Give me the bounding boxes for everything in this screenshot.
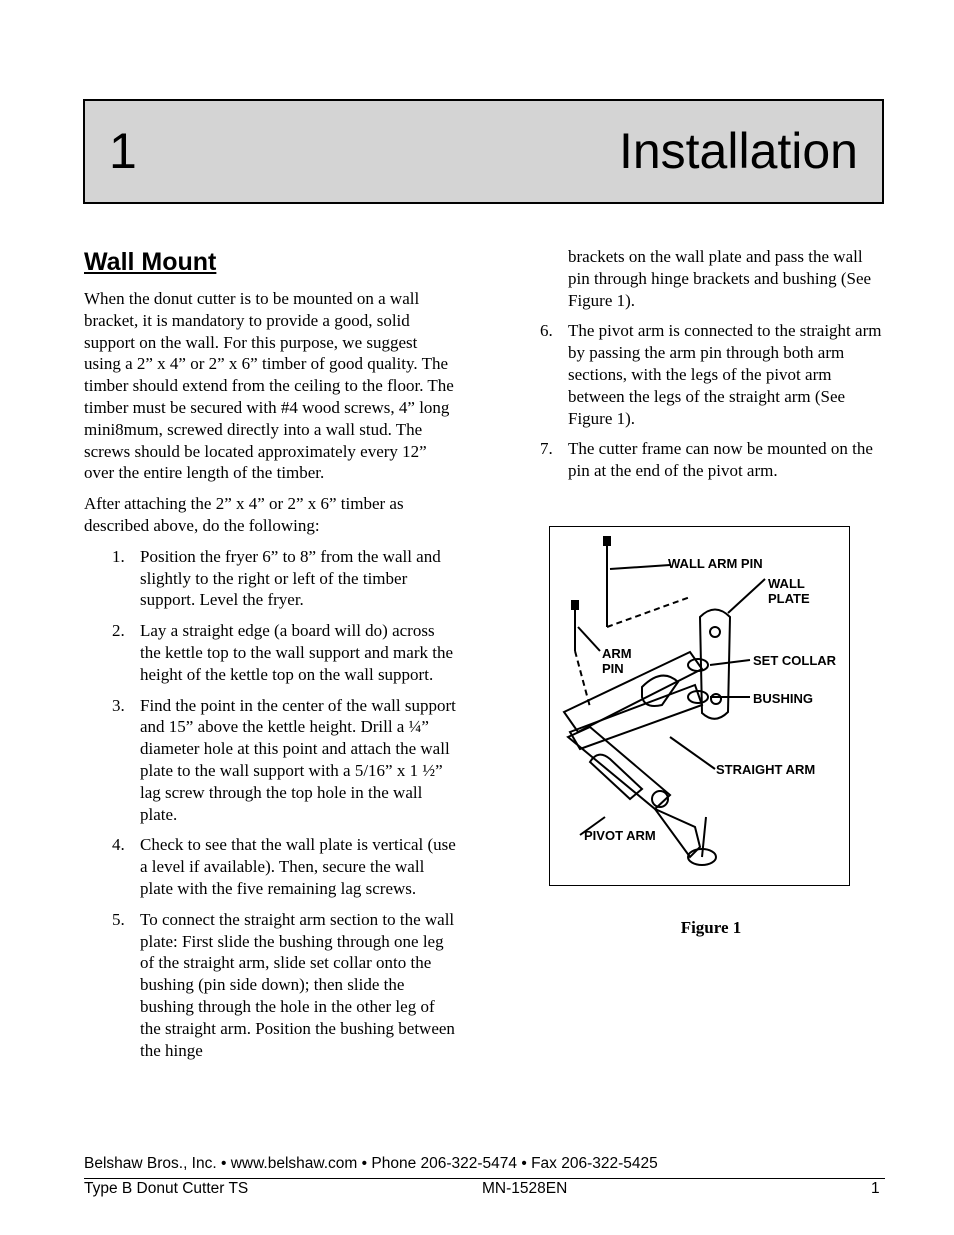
step-text: Find the point in the center of the wall support and 15” above the kettle height. Drill a ¼” diameter hole at this point and attach the wall plate to the wall support with a 5/16” x 1 ½” lag screw through the top hole in the wall plate. (140, 695, 456, 824)
steps-list-right (540, 320, 885, 482)
list-item (112, 546, 456, 611)
list-item (112, 620, 456, 685)
wall-mount-diagram (550, 527, 849, 885)
chapter-number: 1 (109, 123, 137, 179)
step-number: 6. (540, 321, 553, 341)
list-item (540, 438, 885, 482)
step-number: 3. (112, 695, 125, 715)
figure-1-illustration (549, 526, 850, 886)
step-number: 4. (112, 835, 125, 855)
step-text: The cutter frame can now be mounted on the pin at the end of the pivot arm. (568, 439, 873, 481)
list-item (112, 909, 456, 1062)
footer-doc-number: MN-1528EN (482, 1180, 568, 1197)
step-text: Check to see that the wall plate is vertical (use a level if available). Then, secure the wall plate with the five remaining lag screws. (140, 835, 456, 898)
label-pivot-arm: PIVOT ARM (584, 828, 656, 843)
section-heading: Wall Mount (84, 248, 217, 276)
footer-company-line: Belshaw Bros., Inc. • www.belshaw.com • Phone 206-322-5474 • Fax 206-322-5425 (84, 1155, 658, 1172)
step-number: 2. (112, 621, 125, 641)
step-text: To connect the straight arm section to the wall plate: First slide the bushing through one leg of the straight arm, slide set collar onto the bushing (pin side down); then slide the bushing through the hole in the other leg of the straight arm. Position the bushing between the hinge (140, 909, 455, 1060)
figure-caption: Figure 1 (680, 918, 742, 937)
straight-arm-shape (564, 652, 702, 732)
step-number: 7. (540, 439, 553, 459)
step-5-continuation: brackets on the wall plate and pass the wall pin through hinge brackets and bushing (See Figure 1). (568, 247, 872, 310)
list-item (112, 834, 456, 899)
right-column (540, 246, 885, 491)
intro-paragraph: When the donut cutter is to be mounted on a wall bracket, it is mandatory to provide a good, solid support on the wall. For this purpose, we suggest using a 2” x 4” or 2” x 6” timber of good quality. The timber should extend from the ceiling to the floor. The timber must be secured with #4 wood screws, 4” long mini8mum, screwed directly into a wall stud. The screws should be located approximately every 12” over the entire length of the timber. (84, 289, 454, 483)
footer-divider (84, 1178, 885, 1179)
label-pin: PIN (602, 661, 624, 676)
step-number: 1. (112, 546, 125, 566)
footer-product: Type B Donut Cutter TS (84, 1180, 249, 1197)
label-bushing: BUSHING (753, 691, 813, 706)
label-set-collar: SET COLLAR (753, 653, 837, 668)
after-paragraph: After attaching the 2” x 4” or 2” x 6” timber as described above, do the following: (84, 494, 404, 535)
label-wall: WALL (768, 576, 805, 591)
step-number: 5. (112, 909, 125, 929)
chapter-header (83, 99, 884, 204)
label-arm: ARM (602, 646, 632, 661)
chapter-title: Installation (618, 123, 858, 179)
step-text: Position the fryer 6” to 8” from the wall and slightly to the right or left of the timber support. Level the fryer. (140, 546, 441, 610)
steps-list-left (112, 546, 456, 1062)
label-wall-arm-pin: WALL ARM PIN (668, 556, 763, 571)
label-plate: PLATE (768, 591, 810, 606)
footer-page-number: 1 (871, 1180, 880, 1197)
list-item (540, 320, 885, 429)
label-straight-arm: STRAIGHT ARM (716, 762, 816, 777)
list-item (112, 695, 456, 826)
step-text: Lay a straight edge (a board will do) across the kettle top to the wall support and mark the height of the kettle top on the wall support. (140, 621, 454, 684)
step-text: The pivot arm is connected to the straight arm by passing the arm pin through both arm sections, with the legs of the pivot arm between the legs of the straight arm (See Figure 1). (568, 321, 882, 428)
left-column (84, 288, 456, 1070)
